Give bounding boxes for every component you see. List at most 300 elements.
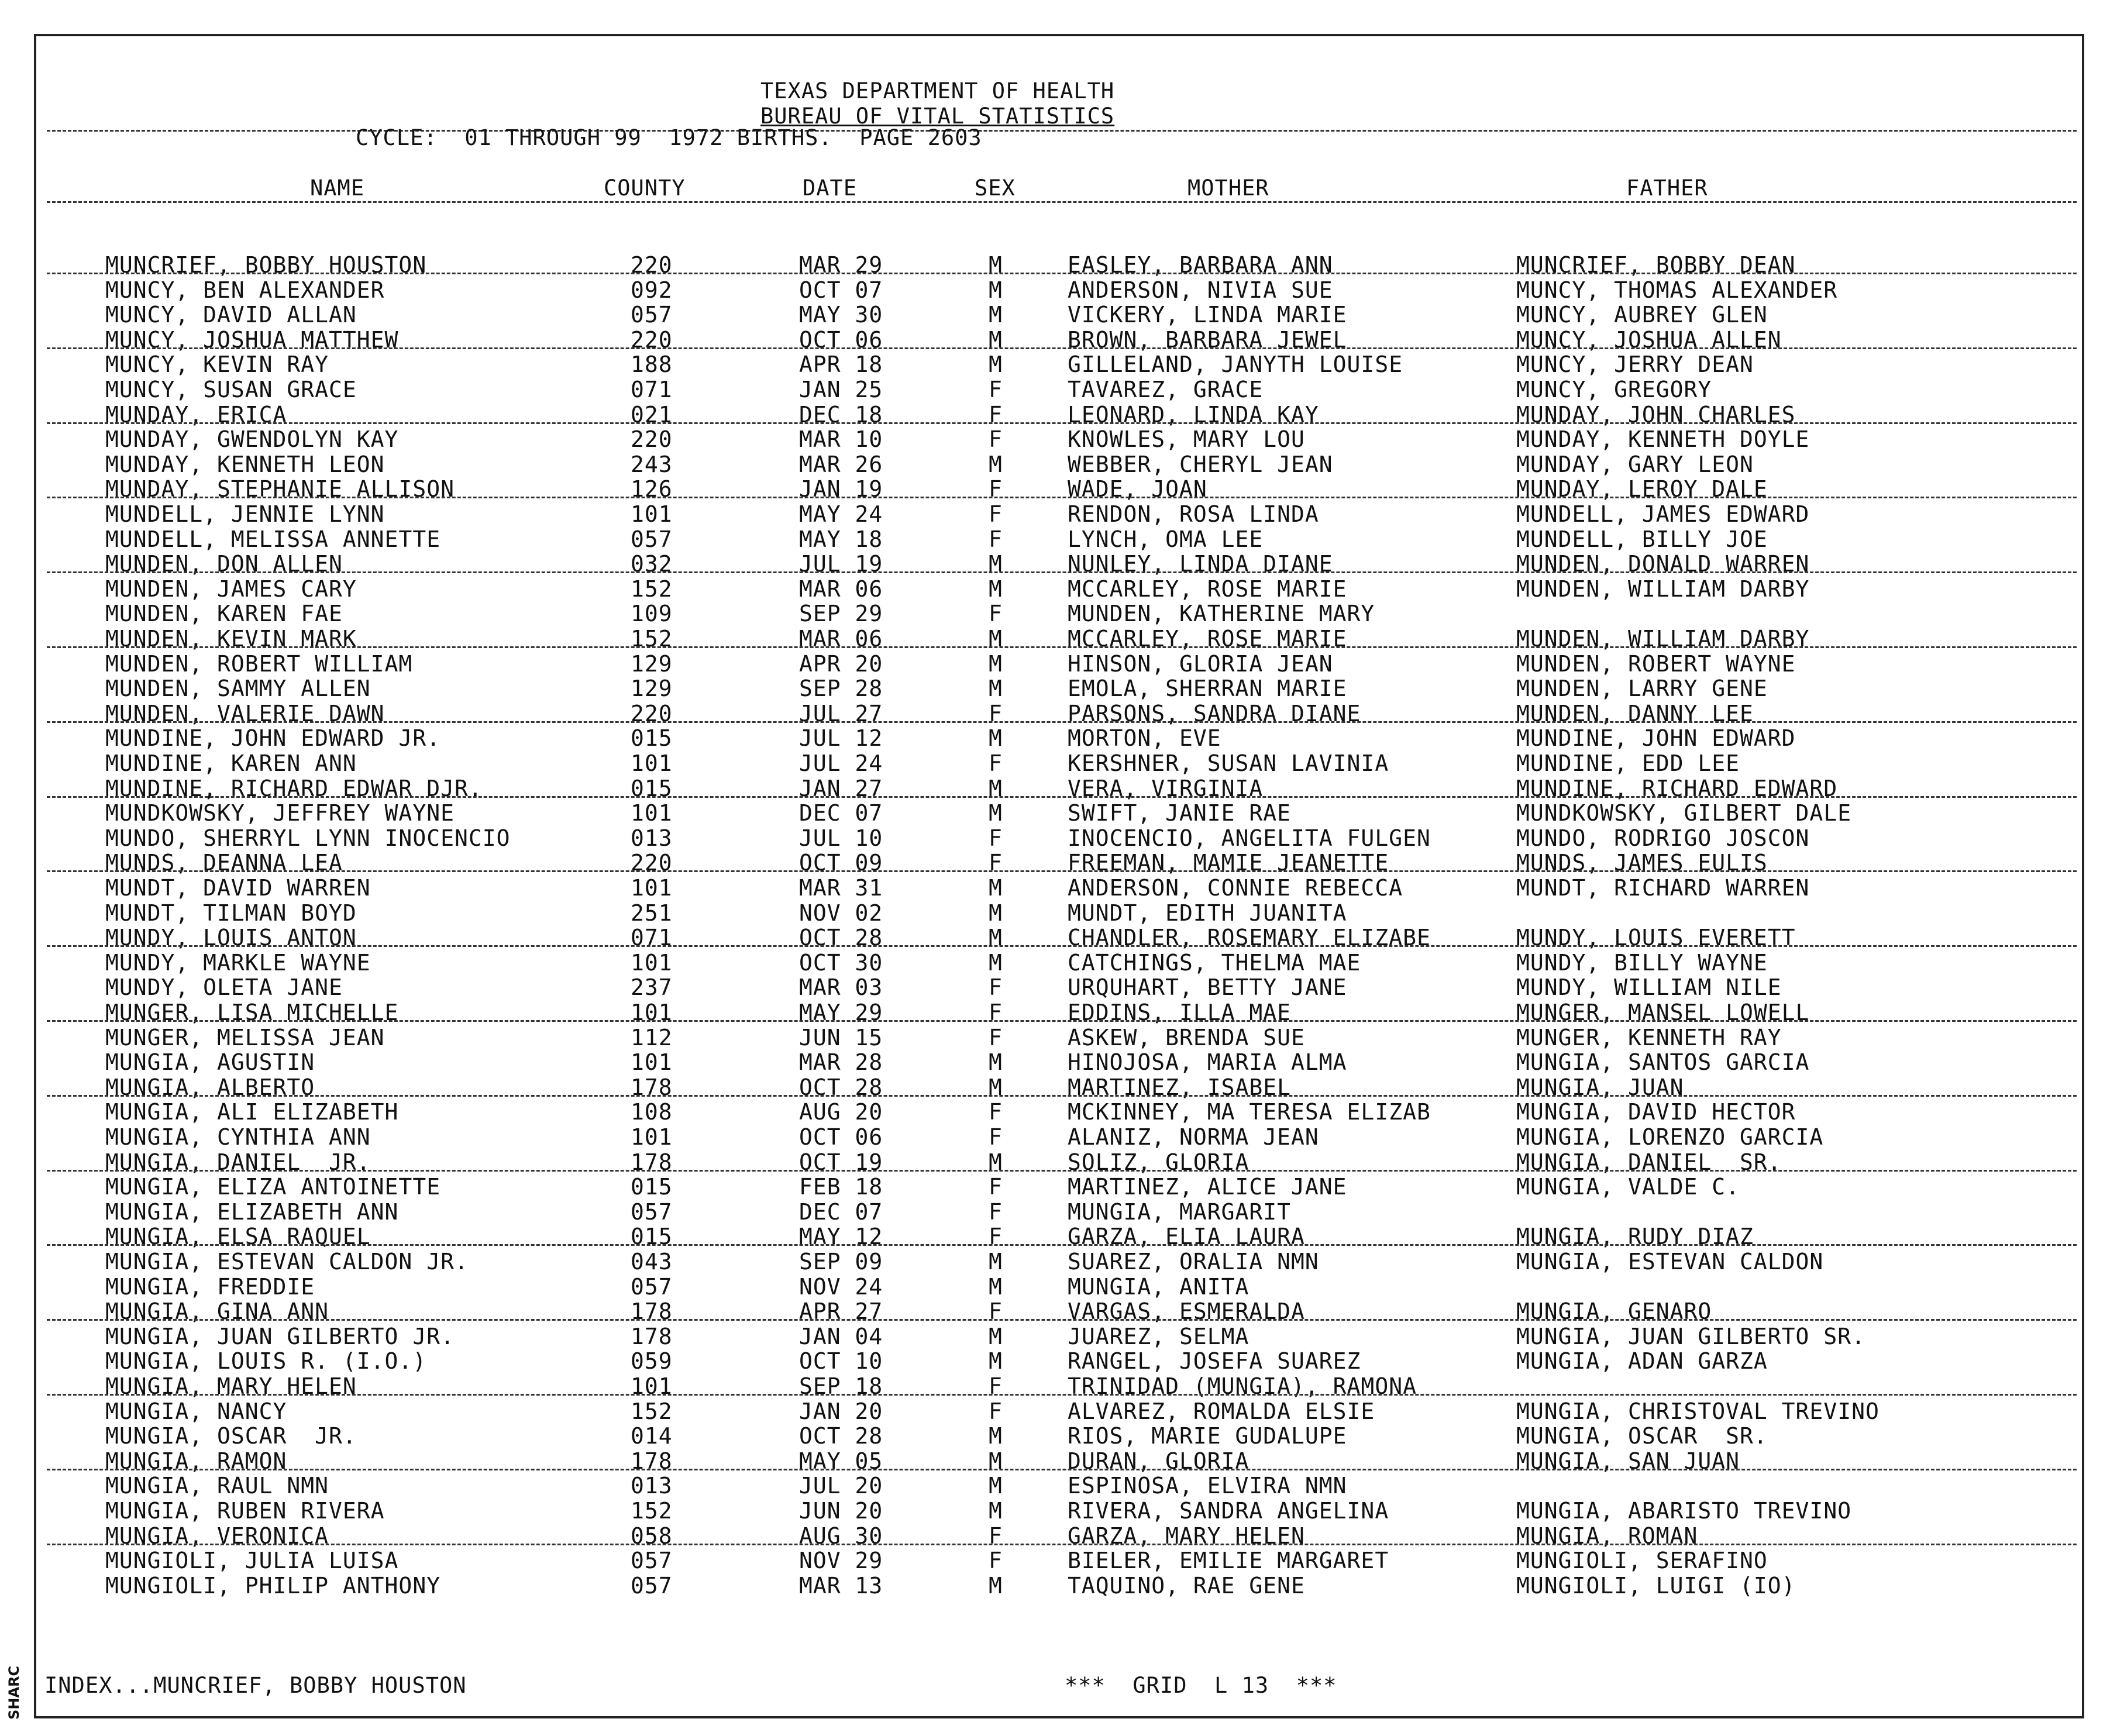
cell-father: MUNGIA, SAN JUAN	[1516, 1448, 1740, 1474]
cell-father: MUNCY, GREGORY	[1516, 377, 1712, 402]
cell-county: 057	[631, 302, 673, 328]
cell-name: MUNDEN, KEVIN MARK	[105, 626, 357, 652]
cell-county: 152	[631, 576, 673, 602]
cell-name: MUNDO, SHERRYL LYNN INOCENCIO	[105, 825, 511, 851]
cell-name: MUNGIA, OSCAR JR.	[105, 1423, 357, 1449]
cell-mother: LEONARD, LINDA KAY	[1068, 402, 1319, 428]
cell-name: MUNGIA, RAMON	[105, 1448, 287, 1474]
cell-county: 152	[631, 626, 673, 652]
cell-sex: M	[989, 1249, 1003, 1275]
header-rule-2	[47, 201, 2077, 203]
table-row	[0, 1224, 2117, 1249]
cell-name: MUNDY, OLETA JANE	[105, 974, 343, 1000]
cell-name: MUNDAY, STEPHANIE ALLISON	[105, 476, 455, 502]
table-row	[0, 302, 2117, 328]
cell-date: JAN 20	[799, 1399, 883, 1424]
table-row	[0, 1548, 2117, 1573]
cell-date: JAN 19	[799, 476, 883, 502]
cell-county: 178	[631, 1298, 673, 1324]
cell-county: 015	[631, 1224, 673, 1249]
cell-county: 220	[631, 252, 673, 278]
cell-mother: KNOWLES, MARY LOU	[1068, 426, 1305, 452]
cell-name: MUNCY, JOSHUA MATTHEW	[105, 327, 399, 353]
table-row	[0, 1075, 2117, 1100]
cell-date: OCT 10	[799, 1348, 883, 1374]
cell-mother: MARTINEZ, ISABEL	[1068, 1074, 1292, 1100]
table-row	[0, 502, 2117, 527]
cell-sex: F	[989, 1199, 1003, 1225]
cell-mother: SWIFT, JANIE RAE	[1068, 800, 1292, 826]
cell-father: MUNGIA, ABARISTO TREVINO	[1516, 1498, 1852, 1524]
cell-date: NOV 29	[799, 1548, 883, 1573]
cell-county: 129	[631, 676, 673, 701]
column-header-sex: SEX	[975, 175, 1016, 201]
cell-sex: F	[989, 750, 1003, 776]
footer-grid: *** GRID L 13 ***	[1065, 1673, 1337, 1698]
cell-name: MUNDY, MARKLE WAYNE	[105, 950, 371, 976]
cell-date: JAN 25	[799, 377, 883, 402]
cell-mother: MCCARLEY, ROSE MARIE	[1068, 626, 1347, 652]
cell-name: MUNDELL, MELISSA ANNETTE	[105, 526, 441, 552]
cell-father: MUNGIA, RUDY DIAZ	[1516, 1224, 1754, 1249]
cell-name: MUNDEN, ROBERT WILLIAM	[105, 651, 413, 677]
cell-sex: M	[989, 551, 1003, 577]
cell-father: MUNDKOWSKY, GILBERT DALE	[1516, 800, 1852, 826]
cell-name: MUNGIOLI, PHILIP ANTHONY	[105, 1573, 441, 1599]
cell-date: OCT 06	[799, 327, 883, 353]
cell-sex: M	[989, 1074, 1003, 1100]
cell-name: MUNDAY, KENNETH LEON	[105, 452, 385, 477]
cell-name: MUNDEN, DON ALLEN	[105, 551, 343, 577]
cell-county: 112	[631, 1025, 673, 1050]
cell-county: 057	[631, 1573, 673, 1599]
cell-name: MUNCY, KEVIN RAY	[105, 352, 329, 377]
cell-county: 178	[631, 1149, 673, 1175]
cell-sex: M	[989, 327, 1003, 353]
cell-county: 101	[631, 1049, 673, 1075]
cell-county: 220	[631, 327, 673, 353]
cell-county: 101	[631, 750, 673, 776]
cell-date: MAY 18	[799, 526, 883, 552]
cell-mother: ASKEW, BRENDA SUE	[1068, 1025, 1305, 1050]
cell-sex: M	[989, 1324, 1003, 1349]
cell-sex: F	[989, 1124, 1003, 1150]
cell-father: MUNDELL, JAMES EDWARD	[1516, 501, 1810, 527]
cell-sex: F	[989, 825, 1003, 851]
cell-name: MUNDAY, GWENDOLYN KAY	[105, 426, 399, 452]
table-row	[0, 1125, 2117, 1150]
column-header-date: DATE	[803, 175, 858, 201]
cell-county: 237	[631, 974, 673, 1000]
table-row	[0, 1399, 2117, 1424]
cell-sex: M	[989, 925, 1003, 950]
cell-mother: LYNCH, OMA LEE	[1068, 526, 1264, 552]
cell-date: SEP 09	[799, 1249, 883, 1275]
cell-mother: ANDERSON, CONNIE REBECCA	[1068, 875, 1403, 901]
side-tag: SHARC	[6, 1665, 22, 1720]
cell-date: MAR 26	[799, 452, 883, 477]
cell-date: MAY 05	[799, 1448, 883, 1474]
cell-county: 220	[631, 701, 673, 726]
cell-date: MAY 12	[799, 1224, 883, 1249]
cell-father: MUNGIA, ESTEVAN CALDON	[1516, 1249, 1824, 1275]
cell-name: MUNDEN, SAMMY ALLEN	[105, 676, 371, 701]
cell-father: MUNCY, AUBREY GLEN	[1516, 302, 1768, 328]
cell-father: MUNDEN, WILLIAM DARBY	[1516, 626, 1810, 652]
cell-mother: MORTON, EVE	[1068, 725, 1221, 751]
cell-mother: TRINIDAD (MUNGIA), RAMONA	[1068, 1373, 1417, 1399]
cell-name: MUNDINE, RICHARD EDWAR DJR.	[105, 776, 483, 801]
cell-sex: F	[989, 1399, 1003, 1424]
table-row	[0, 1150, 2117, 1175]
table-row	[0, 850, 2117, 876]
cell-name: MUNGER, LISA MICHELLE	[105, 1000, 399, 1025]
cell-county: 015	[631, 776, 673, 801]
cell-name: MUNDAY, ERICA	[105, 402, 287, 428]
cell-father: MUNDY, WILLIAM NILE	[1516, 974, 1782, 1000]
cell-father: MUNCRIEF, BOBBY DEAN	[1516, 252, 1796, 278]
cell-father: MUNGER, KENNETH RAY	[1516, 1025, 1782, 1050]
table-row	[0, 477, 2117, 502]
header-line-3: CYCLE: 01 THROUGH 99 1972 BIRTHS. PAGE 2603	[356, 125, 982, 150]
cell-date: SEP 29	[799, 601, 883, 626]
column-header-mother: MOTHER	[1187, 175, 1269, 201]
table-row	[0, 601, 2117, 626]
cell-mother: DURAN, GLORIA	[1068, 1448, 1249, 1474]
cell-sex: F	[989, 701, 1003, 726]
cell-name: MUNDEN, VALERIE DAWN	[105, 701, 385, 726]
header-line-2: BUREAU OF VITAL STATISTICS	[760, 104, 1115, 129]
cell-county: 178	[631, 1448, 673, 1474]
cell-mother: NUNLEY, LINDA DIANE	[1068, 551, 1333, 577]
table-row	[0, 1100, 2117, 1125]
table-row	[0, 1473, 2117, 1499]
table-row	[0, 1299, 2117, 1324]
cell-date: MAR 29	[799, 252, 883, 278]
cell-father: MUNDY, LOUIS EVERETT	[1516, 925, 1796, 950]
cell-county: 057	[631, 1548, 673, 1573]
cell-name: MUNDEN, JAMES CARY	[105, 576, 357, 602]
table-row	[0, 975, 2117, 1000]
cell-father: MUNDO, RODRIGO JOSCON	[1516, 825, 1810, 851]
cell-date: JUL 12	[799, 725, 883, 751]
cell-date: OCT 28	[799, 1423, 883, 1449]
cell-father: MUNDEN, WILLIAM DARBY	[1516, 576, 1810, 602]
cell-father: MUNGIOLI, SERAFINO	[1516, 1548, 1768, 1573]
cell-mother: MCKINNEY, MA TERESA ELIZAB	[1068, 1099, 1431, 1125]
cell-mother: PARSONS, SANDRA DIANE	[1068, 701, 1361, 726]
cell-county: 178	[631, 1324, 673, 1349]
cell-mother: WADE, JOAN	[1068, 476, 1207, 502]
cell-name: MUNGIA, ESTEVAN CALDON JR.	[105, 1249, 469, 1275]
cell-father: MUNDEN, DANNY LEE	[1516, 701, 1754, 726]
cell-date: MAY 29	[799, 1000, 883, 1025]
cell-county: 015	[631, 725, 673, 751]
cell-date: DEC 18	[799, 402, 883, 428]
cell-mother: BIELER, EMILIE MARGARET	[1068, 1548, 1389, 1573]
cell-mother: ANDERSON, NIVIA SUE	[1068, 277, 1333, 303]
cell-date: OCT 09	[799, 850, 883, 876]
cell-date: MAY 24	[799, 501, 883, 527]
cell-sex: M	[989, 1348, 1003, 1374]
cell-name: MUNGIA, JUAN GILBERTO JR.	[105, 1324, 455, 1349]
cell-mother: HINSON, GLORIA JEAN	[1068, 651, 1333, 677]
cell-name: MUNGIA, DANIEL JR.	[105, 1149, 371, 1175]
table-row	[0, 577, 2117, 602]
cell-name: MUNGIOLI, JULIA LUISA	[105, 1548, 399, 1573]
column-header-name: NAME	[310, 175, 365, 201]
cell-name: MUNGIA, MARY HELEN	[105, 1373, 357, 1399]
cell-sex: M	[989, 725, 1003, 751]
table-row	[0, 427, 2117, 452]
cell-mother: JUAREZ, SELMA	[1068, 1324, 1249, 1349]
cell-date: MAR 28	[799, 1049, 883, 1075]
footer-index: INDEX...MUNCRIEF, BOBBY HOUSTON	[44, 1673, 467, 1698]
cell-father: MUNGIA, LORENZO GARCIA	[1516, 1124, 1824, 1150]
cell-father: MUNDEN, DONALD WARREN	[1516, 551, 1810, 577]
cell-name: MUNDINE, JOHN EDWARD JR.	[105, 725, 441, 751]
cell-mother: EMOLA, SHERRAN MARIE	[1068, 676, 1347, 701]
table-row	[0, 352, 2117, 377]
cell-date: JUN 20	[799, 1498, 883, 1524]
cell-date: JUN 15	[799, 1025, 883, 1050]
cell-sex: F	[989, 1298, 1003, 1324]
cell-mother: CATCHINGS, THELMA MAE	[1068, 950, 1361, 976]
cell-mother: VERA, VIRGINIA	[1068, 776, 1264, 801]
cell-sex: F	[989, 526, 1003, 552]
cell-father: MUNCY, JOSHUA ALLEN	[1516, 327, 1782, 353]
cell-father: MUNGIA, JUAN GILBERTO SR.	[1516, 1324, 1865, 1349]
cell-sex: F	[989, 501, 1003, 527]
cell-sex: M	[989, 1573, 1003, 1599]
cell-name: MUNGIA, ELSA RAQUEL	[105, 1224, 371, 1249]
cell-mother: SUAREZ, ORALIA NMN	[1068, 1249, 1319, 1275]
cell-mother: VICKERY, LINDA MARIE	[1068, 302, 1347, 328]
cell-county: 057	[631, 1274, 673, 1300]
cell-date: OCT 07	[799, 277, 883, 303]
column-header-county: COUNTY	[604, 175, 686, 201]
cell-father: MUNGIA, ADAN GARZA	[1516, 1348, 1768, 1374]
table-row	[0, 1499, 2117, 1524]
cell-mother: HINOJOSA, MARIA ALMA	[1068, 1049, 1347, 1075]
cell-county: 057	[631, 1199, 673, 1225]
cell-name: MUNCY, SUSAN GRACE	[105, 377, 357, 402]
cell-mother: TAQUINO, RAE GENE	[1068, 1573, 1305, 1599]
cell-county: 014	[631, 1423, 673, 1449]
cell-mother: VARGAS, ESMERALDA	[1068, 1298, 1305, 1324]
cell-date: DEC 07	[799, 800, 883, 826]
cell-county: 013	[631, 825, 673, 851]
cell-father: MUNGIA, ROMAN	[1516, 1523, 1698, 1549]
cell-date: SEP 18	[799, 1373, 883, 1399]
cell-name: MUNCRIEF, BOBBY HOUSTON	[105, 252, 427, 278]
cell-mother: MUNGIA, MARGARIT	[1068, 1199, 1292, 1225]
cell-county: 015	[631, 1174, 673, 1200]
cell-name: MUNGIA, CYNTHIA ANN	[105, 1124, 371, 1150]
cell-mother: CHANDLER, ROSEMARY ELIZABE	[1068, 925, 1431, 950]
cell-county: 220	[631, 426, 673, 452]
cell-name: MUNGIA, AGUSTIN	[105, 1049, 315, 1075]
cell-date: JUL 20	[799, 1473, 883, 1499]
table-row	[0, 1573, 2117, 1599]
cell-mother: GILLELAND, JANYTH LOUISE	[1068, 352, 1403, 377]
table-row	[0, 1349, 2117, 1374]
cell-county: 178	[631, 1074, 673, 1100]
cell-father: MUNGIOLI, LUIGI (IO)	[1516, 1573, 1796, 1599]
cell-mother: RANGEL, JOSEFA SUAREZ	[1068, 1348, 1361, 1374]
table-row	[0, 676, 2117, 701]
cell-date: MAR 06	[799, 626, 883, 652]
cell-father: MUNDT, RICHARD WARREN	[1516, 875, 1810, 901]
cell-mother: GARZA, MARY HELEN	[1068, 1523, 1305, 1549]
cell-sex: F	[989, 1523, 1003, 1549]
cell-name: MUNGIA, ELIZA ANTOINETTE	[105, 1174, 441, 1200]
cell-father: MUNGIA, DAVID HECTOR	[1516, 1099, 1796, 1125]
cell-father: MUNDINE, JOHN EDWARD	[1516, 725, 1796, 751]
cell-sex: M	[989, 900, 1003, 926]
cell-father: MUNDEN, LARRY GENE	[1516, 676, 1768, 701]
cell-county: 101	[631, 501, 673, 527]
table-row	[0, 1424, 2117, 1449]
cell-date: JAN 04	[799, 1324, 883, 1349]
cell-mother: GARZA, ELIA LAURA	[1068, 1224, 1305, 1249]
cell-father: MUNGIA, VALDE C.	[1516, 1174, 1740, 1200]
table-row	[0, 1324, 2117, 1349]
cell-date: APR 18	[799, 352, 883, 377]
table-row	[0, 1249, 2117, 1275]
cell-name: MUNDT, DAVID WARREN	[105, 875, 371, 901]
table-row	[0, 1050, 2117, 1075]
cell-name: MUNDY, LOUIS ANTON	[105, 925, 357, 950]
cell-county: 101	[631, 875, 673, 901]
cell-name: MUNGIA, ALBERTO	[105, 1074, 315, 1100]
cell-date: NOV 24	[799, 1274, 883, 1300]
cell-father: MUNCY, JERRY DEAN	[1516, 352, 1754, 377]
table-row	[0, 801, 2117, 826]
cell-county: 013	[631, 1473, 673, 1499]
cell-father: MUNDAY, LEROY DALE	[1516, 476, 1768, 502]
cell-sex: M	[989, 875, 1003, 901]
cell-mother: ESPINOSA, ELVIRA NMN	[1068, 1473, 1347, 1499]
table-row	[0, 278, 2117, 303]
cell-mother: KERSHNER, SUSAN LAVINIA	[1068, 750, 1389, 776]
cell-mother: MARTINEZ, ALICE JANE	[1068, 1174, 1347, 1200]
cell-date: APR 20	[799, 651, 883, 677]
table-row	[0, 1000, 2117, 1025]
cell-name: MUNGER, MELISSA JEAN	[105, 1025, 385, 1050]
cell-date: JUL 24	[799, 750, 883, 776]
cell-date: OCT 28	[799, 1074, 883, 1100]
cell-name: MUNGIA, RAUL NMN	[105, 1473, 329, 1499]
cell-sex: F	[989, 377, 1003, 402]
cell-date: MAR 10	[799, 426, 883, 452]
cell-date: MAR 06	[799, 576, 883, 602]
cell-county: 071	[631, 377, 673, 402]
cell-name: MUNGIA, ALI ELIZABETH	[105, 1099, 399, 1125]
cell-county: 058	[631, 1523, 673, 1549]
table-row	[0, 527, 2117, 552]
cell-mother: FREEMAN, MAMIE JEANETTE	[1068, 850, 1389, 876]
cell-mother: MCCARLEY, ROSE MARIE	[1068, 576, 1347, 602]
cell-father: MUNDS, JAMES EULIS	[1516, 850, 1768, 876]
cell-sex: F	[989, 402, 1003, 428]
cell-father: MUNDINE, EDD LEE	[1516, 750, 1740, 776]
cell-father: MUNDINE, RICHARD EDWARD	[1516, 776, 1838, 801]
column-header-father: FATHER	[1626, 175, 1708, 201]
table-row	[0, 901, 2117, 926]
cell-father: MUNCY, THOMAS ALEXANDER	[1516, 277, 1838, 303]
cell-sex: F	[989, 1224, 1003, 1249]
cell-sex: M	[989, 626, 1003, 652]
cell-sex: M	[989, 277, 1003, 303]
cell-sex: M	[989, 452, 1003, 477]
cell-mother: MUNGIA, ANITA	[1068, 1274, 1249, 1300]
cell-date: MAR 03	[799, 974, 883, 1000]
table-row	[0, 1200, 2117, 1225]
cell-name: MUNDINE, KAREN ANN	[105, 750, 357, 776]
cell-date: JAN 27	[799, 776, 883, 801]
cell-name: MUNDS, DEANNA LEA	[105, 850, 343, 876]
cell-sex: M	[989, 1274, 1003, 1300]
table-row	[0, 1374, 2117, 1399]
cell-county: 152	[631, 1399, 673, 1424]
cell-name: MUNCY, DAVID ALLAN	[105, 302, 357, 328]
table-row	[0, 402, 2117, 428]
cell-sex: F	[989, 974, 1003, 1000]
cell-county: 101	[631, 1124, 673, 1150]
cell-name: MUNDKOWSKY, JEFFREY WAYNE	[105, 800, 455, 826]
cell-county: 071	[631, 925, 673, 950]
table-row	[0, 1174, 2117, 1200]
cell-county: 109	[631, 601, 673, 626]
cell-sex: F	[989, 1373, 1003, 1399]
cell-mother: ALVAREZ, ROMALDA ELSIE	[1068, 1399, 1375, 1424]
cell-sex: M	[989, 1448, 1003, 1474]
table-row	[0, 826, 2117, 851]
cell-name: MUNDEN, KAREN FAE	[105, 601, 343, 626]
cell-name: MUNGIA, VERONICA	[105, 1523, 329, 1549]
cell-father: MUNGIA, GENARO	[1516, 1298, 1712, 1324]
cell-father: MUNDEN, ROBERT WAYNE	[1516, 651, 1796, 677]
cell-sex: F	[989, 476, 1003, 502]
table-row	[0, 1025, 2117, 1050]
cell-date: APR 27	[799, 1298, 883, 1324]
cell-name: MUNCY, BEN ALEXANDER	[105, 277, 385, 303]
cell-mother: RIOS, MARIE GUDALUPE	[1068, 1423, 1347, 1449]
cell-sex: F	[989, 1174, 1003, 1200]
cell-date: SEP 28	[799, 676, 883, 701]
cell-name: MUNGIA, ELIZABETH ANN	[105, 1199, 399, 1225]
table-row	[0, 626, 2117, 652]
cell-sex: F	[989, 601, 1003, 626]
cell-sex: F	[989, 1025, 1003, 1050]
cell-sex: M	[989, 776, 1003, 801]
cell-date: OCT 30	[799, 950, 883, 976]
cell-name: MUNGIA, RUBEN RIVERA	[105, 1498, 385, 1524]
cell-date: JUL 19	[799, 551, 883, 577]
cell-mother: EASLEY, BARBARA ANN	[1068, 252, 1333, 278]
table-row	[0, 751, 2117, 776]
cell-county: 101	[631, 1373, 673, 1399]
cell-date: OCT 19	[799, 1149, 883, 1175]
cell-father: MUNGIA, JUAN	[1516, 1074, 1684, 1100]
table-row	[0, 950, 2117, 976]
cell-father: MUNGIA, DANIEL SR.	[1516, 1149, 1782, 1175]
cell-county: 021	[631, 402, 673, 428]
cell-sex: F	[989, 1000, 1003, 1025]
cell-sex: M	[989, 352, 1003, 377]
cell-county: 108	[631, 1099, 673, 1125]
